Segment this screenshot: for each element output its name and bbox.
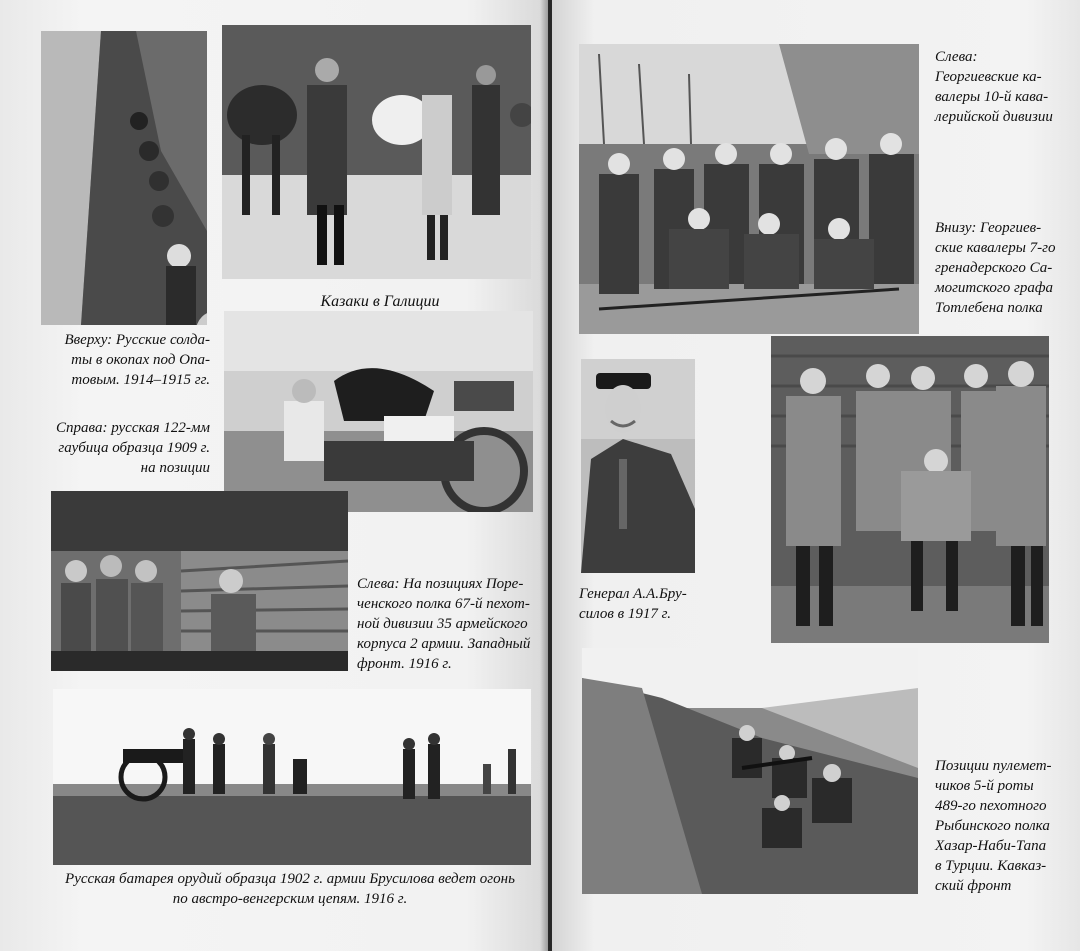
caption-cavalry-line: Слева: (935, 49, 978, 65)
caption-grenadiers-line: ские кавалеры 7-го (935, 240, 1056, 256)
caption-general-brusilov (579, 584, 709, 624)
caption-trench-line: ты в окопах под Опа- (71, 352, 210, 368)
caption-howitzer-line: на позиции (140, 460, 210, 476)
caption-trench (30, 330, 210, 390)
caption-cavalry-line: лерийской дивизии (935, 109, 1053, 125)
caption-brusilov-line: Генерал А.А.Бру- (579, 586, 687, 602)
caption-grenadiers-line: гренадерского Са- (935, 260, 1053, 276)
caption-machinegun-line: Хазар-Наби-Тапа (935, 838, 1047, 854)
caption-cavalry-10th-division (935, 47, 1075, 127)
right-page (552, 0, 1080, 951)
photo-general-brusilov (581, 359, 695, 573)
caption-machinegun-line: Позиции пулемет- (935, 758, 1052, 774)
photo-porech-regiment (51, 491, 348, 671)
caption-machinegun-line: Рыбинского полка (935, 818, 1050, 834)
caption-machinegun-line: ский фронт (935, 878, 1012, 894)
caption-battery-line: Русская батарея орудий образца 1902 г. армии Брусилова ведет огонь (65, 871, 515, 887)
caption-battery-line: по австро-венгерским цепям. 1916 г. (172, 891, 408, 907)
caption-machinegun-line: в Турции. Кавказ- (935, 858, 1047, 874)
photo-battery-1902 (53, 689, 531, 865)
caption-howitzer-line: Справа: русская 122-мм (56, 420, 210, 436)
caption-grenadiers (935, 218, 1075, 318)
caption-machinegun-line: чиков 5-й роты (935, 778, 1034, 794)
caption-porech-line: Слева: На позициях Поре- (357, 576, 524, 592)
caption-porech-line: ченского полка 67-й пехот- (357, 596, 530, 612)
caption-porech-line: ной дивизии 35 армейского (357, 616, 528, 632)
caption-battery-1902 (40, 869, 540, 909)
caption-trench-line: Вверху: Русские солда- (64, 332, 210, 348)
caption-trench-line: товым. 1914–1915 гг. (71, 372, 210, 388)
caption-howitzer (20, 418, 210, 478)
caption-grenadiers-line: могитского графа (935, 280, 1053, 296)
caption-grenadiers-line: Внизу: Георгиев- (935, 220, 1042, 236)
caption-porech-line: фронт. 1916 г. (357, 656, 452, 672)
photo-cavalry-10th-division (579, 44, 919, 334)
caption-cavalry-line: Георгиевские ка- (935, 69, 1042, 85)
photo-cossacks-galicia (222, 25, 531, 279)
caption-cossacks-galicia: Казаки в Галиции (320, 293, 440, 310)
caption-cavalry-line: валеры 10-й кава- (935, 89, 1049, 105)
caption-porech-regiment (357, 574, 542, 674)
caption-machine-gunners (935, 756, 1075, 896)
caption-brusilov-line: силов в 1917 г. (579, 606, 672, 622)
photo-grenadiers-group (771, 336, 1049, 643)
photo-howitzer (224, 311, 533, 512)
caption-howitzer-line: гаубица образца 1909 г. (58, 440, 210, 456)
caption-machinegun-line: 489-го пехотного (935, 798, 1047, 814)
caption-grenadiers-line: Тотлебена полка (935, 300, 1043, 316)
photo-machine-gunners (582, 648, 918, 894)
caption-porech-line: корпуса 2 армии. Западный (357, 636, 531, 652)
photo-trench-soldiers (41, 31, 207, 325)
